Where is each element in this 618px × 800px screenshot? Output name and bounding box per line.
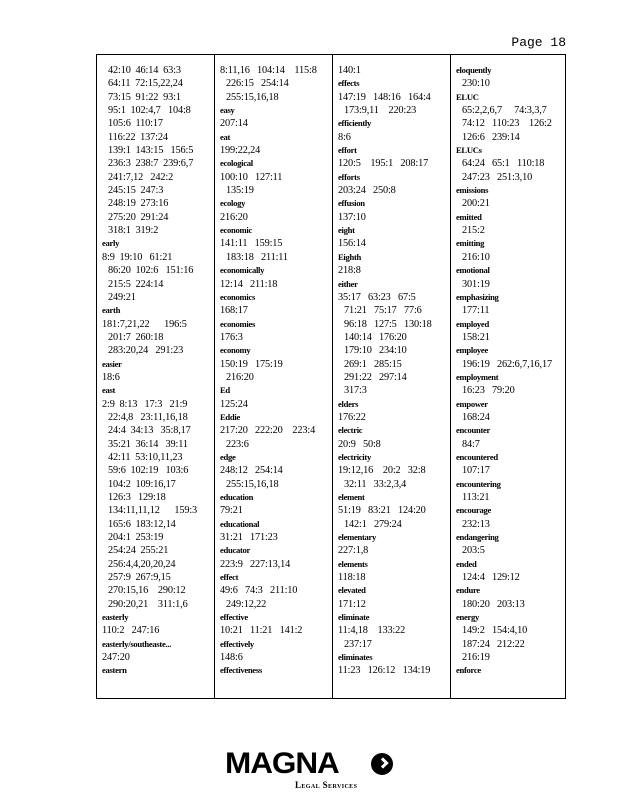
page-references: 275:20 291:24 (108, 211, 169, 223)
page-references: 181:7,21,22 196:5 (102, 318, 187, 330)
page-references: 24:4 34:13 35:8,17 (108, 425, 191, 437)
page-references: 248:12 254:14 (220, 465, 283, 477)
page-references: 218:8 (338, 265, 361, 277)
index-term: effort (338, 145, 357, 156)
index-term: eliminate (338, 612, 370, 623)
page-references: 96:18 127:5 130:18 (344, 318, 432, 330)
page-references: 301:19 (462, 278, 490, 290)
index-term: effects (338, 78, 360, 89)
index-term: energy (456, 612, 480, 623)
page-references: 223:9 227:13,14 (220, 558, 291, 570)
page-references: 141:11 159:15 (220, 238, 283, 250)
index-term: encountering (456, 478, 501, 489)
page-references: 49:6 74:3 211:10 (220, 585, 298, 597)
index-term: endangering (456, 532, 499, 543)
index-term: either (338, 278, 358, 289)
page-references: 71:21 75:17 77:6 (344, 305, 422, 317)
index-term: Ed (220, 385, 230, 396)
page-references: 255:15,16,18 (226, 478, 279, 490)
page-references: 31:21 171:23 (220, 532, 278, 544)
index-term: easterly/southeaste... (102, 638, 172, 649)
page-references: 237:17 (344, 638, 372, 650)
index-term: ELUCs (456, 145, 482, 156)
page-references: 148:6 (220, 652, 243, 664)
index-term: eat (220, 131, 231, 142)
index-term: endure (456, 585, 480, 596)
index-term: effusion (338, 198, 365, 209)
page-references: 11:23 126:12 134:19 (338, 665, 431, 677)
index-term: emitted (456, 211, 482, 222)
page-references: 168:24 (462, 411, 490, 423)
page-references: 84:7 (462, 438, 480, 450)
page-references: 216:19 (462, 652, 490, 664)
index-term: encounter (456, 425, 491, 436)
page-references: 245:15 247:3 (108, 185, 164, 197)
index-term: eliminates (338, 652, 373, 663)
index-term: encourage (456, 505, 492, 516)
index-term: ELUC (456, 91, 479, 102)
index-term: elevated (338, 585, 366, 596)
index-term: educator (220, 545, 251, 556)
page-references: 120:5 195:1 208:17 (338, 158, 429, 170)
page-references: 42:11 53:10,11,23 (108, 451, 183, 463)
page-references: 290:20,21 311:1,6 (108, 598, 188, 610)
index-term: eight (338, 225, 355, 236)
index-term: easier (102, 358, 122, 369)
page-references: 217:20 222:20 223:4 (220, 425, 316, 437)
index-term: education (220, 492, 254, 502)
index-term: employee (456, 345, 488, 356)
page-references: 269:1 285:15 (344, 358, 402, 370)
page-references: 35:17 63:23 67:5 (338, 291, 416, 303)
page-references: 254:24 255:21 (108, 545, 169, 557)
index-term: economy (220, 345, 251, 356)
index-column-2 (214, 55, 332, 698)
logo-wordmark: MAGNA (225, 747, 339, 780)
index-term: ended (456, 558, 477, 569)
page-references: 165:6 183:12,14 (108, 518, 176, 530)
page-references: 135:19 (226, 185, 254, 197)
index-term: earth (102, 305, 121, 316)
page-references: 256:4,4,20,20,24 (108, 558, 176, 570)
index-term: ecology (220, 198, 246, 209)
page-references: 2:9 8:13 17:3 21:9 (102, 398, 188, 410)
page-references: 86:20 102:6 151:16 (108, 265, 194, 277)
page-references: 124:4 129:12 (462, 572, 520, 584)
page-references: 125:24 (220, 398, 248, 410)
page-references: 176:22 (338, 411, 366, 423)
page-references: 35:21 36:14 39:11 (108, 438, 188, 450)
page-references: 16:23 79:20 (462, 385, 515, 397)
page-references: 100:10 127:11 (220, 171, 283, 183)
page-references: 65:2,2,6,7 74:3,3,7 (462, 105, 547, 117)
page-references: 173:9,11 220:23 (344, 105, 417, 117)
index-term: efforts (338, 171, 360, 182)
page-references: 73:15 91:22 93:1 (108, 91, 181, 103)
index-term: eastern (102, 665, 127, 676)
page-references: 241:7,12 242:2 (108, 171, 174, 183)
page-references: 232:13 (462, 518, 490, 530)
page-references: 216:20 (220, 211, 248, 223)
page-references: 105:6 110:17 (108, 118, 163, 130)
page-references: 134:11,11,12 159:3 (108, 505, 198, 517)
index-term: enforce (456, 665, 481, 676)
index-term: effective (220, 612, 248, 623)
page-references: 126:6 239:14 (462, 131, 520, 143)
index-column-4 (450, 55, 567, 698)
index-term: effectiveness (220, 665, 262, 676)
page-references: 207:14 (220, 118, 248, 130)
page-references: 249:21 (108, 291, 136, 303)
page-references: 59:6 102:19 103:6 (108, 465, 189, 477)
page-references: 247:23 251:3,10 (462, 171, 533, 183)
page-references: 230:10 (462, 78, 490, 90)
index-term: elementary (338, 532, 377, 543)
page-references: 247:20 (102, 652, 130, 664)
index-term: eloquently (456, 65, 492, 75)
index-term: employed (456, 318, 489, 329)
page-references: 140:14 176:20 (344, 331, 407, 343)
index-term: economic (220, 225, 252, 236)
magna-logo (225, 748, 395, 792)
page-references: 42:10 46:14 63:3 (108, 65, 181, 76)
index-term: east (102, 385, 116, 396)
index-term: easterly (102, 612, 129, 623)
index-term: emissions (456, 185, 489, 196)
page-references: 204:1 253:19 (108, 532, 164, 544)
page-references: 118:18 (338, 572, 366, 584)
page-references: 19:12,16 20:2 32:8 (338, 465, 426, 477)
page-references: 79:21 (220, 505, 243, 517)
page-references: 179:10 234:10 (344, 345, 407, 357)
page-references: 8:11,16 104:14 115:8 (220, 65, 317, 76)
page-references: 147:19 148:16 164:4 (338, 91, 431, 103)
index-term: electric (338, 425, 363, 436)
page-references: 283:20,24 291:23 (108, 345, 184, 357)
page-references: 248:19 273:16 (108, 198, 169, 210)
page-references: 18:6 (102, 371, 120, 383)
index-term: efficiently (338, 118, 371, 129)
page-references: 317:3 (344, 385, 367, 397)
index-term: emphasizing (456, 291, 499, 302)
page-references: 64:11 72:15,22,24 (108, 78, 183, 90)
page-references: 223:6 (226, 438, 249, 450)
page-references: 156:14 (338, 238, 366, 250)
arrow-circle-icon (371, 753, 393, 775)
page-references: 139:1 143:15 156:5 (108, 145, 194, 157)
page-references: 203:24 250:8 (338, 185, 396, 197)
page-references: 158:21 (462, 331, 490, 343)
page-references: 110:2 247:16 (102, 625, 160, 637)
index-term: electricity (338, 451, 371, 462)
page-number: Page 18 (511, 35, 566, 50)
page-references: 216:10 (462, 251, 490, 263)
index-term: educational (220, 518, 260, 529)
page-references: 64:24 65:1 110:18 (462, 158, 545, 170)
index-term: emitting (456, 238, 485, 249)
index-term: elements (338, 558, 368, 569)
page-references: 255:15,16,18 (226, 91, 279, 103)
page-references: 270:15,16 290:12 (108, 585, 186, 597)
index-term: element (338, 492, 365, 502)
page-references: 236:3 238:7 239:6,7 (108, 158, 194, 170)
index-term: effect (220, 572, 239, 583)
index-term: encountered (456, 451, 498, 462)
index-term: economies (220, 318, 256, 329)
page-references: 74:12 110:23 126:2 (462, 118, 552, 130)
index-term: easy (220, 105, 235, 116)
page-references: 203:5 (462, 545, 485, 557)
page-references: 199:22,24 (220, 145, 261, 157)
word-index-box (96, 54, 566, 699)
page-references: 226:15 254:14 (226, 78, 289, 90)
page-references: 183:18 211:11 (226, 251, 288, 263)
logo-subtitle: Legal Services (295, 780, 358, 790)
index-term: employment (456, 371, 499, 382)
page-references: 8:6 (338, 131, 351, 143)
page-references: 196:19 262:6,7,16,17 (462, 358, 552, 370)
page-references: 227:1,8 (338, 545, 369, 557)
index-term: empower (456, 398, 488, 409)
page-references: 291:22 297:14 (344, 371, 407, 383)
index-term: economically (220, 265, 265, 276)
page-references: 126:3 129:18 (108, 492, 166, 503)
page-references: 168:17 (220, 305, 248, 317)
page-references: 32:11 33:2,3,4 (344, 478, 407, 490)
page-references: 11:4,18 133:22 (338, 625, 406, 637)
index-term: effectively (220, 638, 254, 649)
page-references: 137:10 (338, 211, 366, 223)
index-term: early (102, 238, 120, 249)
page-references: 20:9 50:8 (338, 438, 381, 450)
page-references: 104:2 109:16,17 (108, 478, 176, 490)
index-term: edge (220, 451, 236, 462)
index-term: ecological (220, 158, 253, 169)
index-term: emotional (456, 265, 490, 276)
index-term: Eddie (220, 411, 240, 422)
page-references: 257:9 267:9,15 (108, 572, 171, 584)
page-references: 140:1 (338, 65, 361, 76)
index-term: elders (338, 398, 359, 409)
page-references: 200:21 (462, 198, 490, 210)
page-references: 318:1 319:2 (108, 225, 159, 237)
page-references: 8:9 19:10 61:21 (102, 251, 173, 263)
page-references: 177:11 (462, 305, 490, 317)
page-references: 51:19 83:21 124:20 (338, 505, 426, 517)
page-references: 180:20 203:13 (462, 598, 525, 610)
page-references: 249:12,22 (226, 598, 267, 610)
index-column-3 (332, 55, 450, 698)
page-references: 149:2 154:4,10 (462, 625, 528, 637)
page-references: 12:14 211:18 (220, 278, 278, 290)
page-references: 10:21 11:21 141:2 (220, 625, 303, 637)
index-term: economics (220, 291, 256, 302)
page-references: 215:5 224:14 (108, 278, 164, 290)
page-references: 216:20 (226, 371, 254, 383)
page-references: 176:3 (220, 331, 243, 343)
page-references: 187:24 212:22 (462, 638, 525, 650)
page-references: 142:1 279:24 (344, 518, 402, 530)
index-term: Eighth (338, 251, 362, 262)
page-references: 215:2 (462, 225, 485, 237)
page-references: 201:7 260:18 (108, 331, 164, 343)
page-references: 113:21 (462, 492, 490, 503)
page-references: 116:22 137:24 (108, 131, 168, 143)
page-references: 150:19 175:19 (220, 358, 283, 370)
page-references: 22:4,8 23:11,16,18 (108, 411, 188, 423)
index-column-1 (97, 55, 214, 698)
page-references: 95:1 102:4,7 104:8 (108, 105, 191, 117)
page-references: 171:12 (338, 598, 366, 610)
page-references: 107:17 (462, 465, 490, 477)
